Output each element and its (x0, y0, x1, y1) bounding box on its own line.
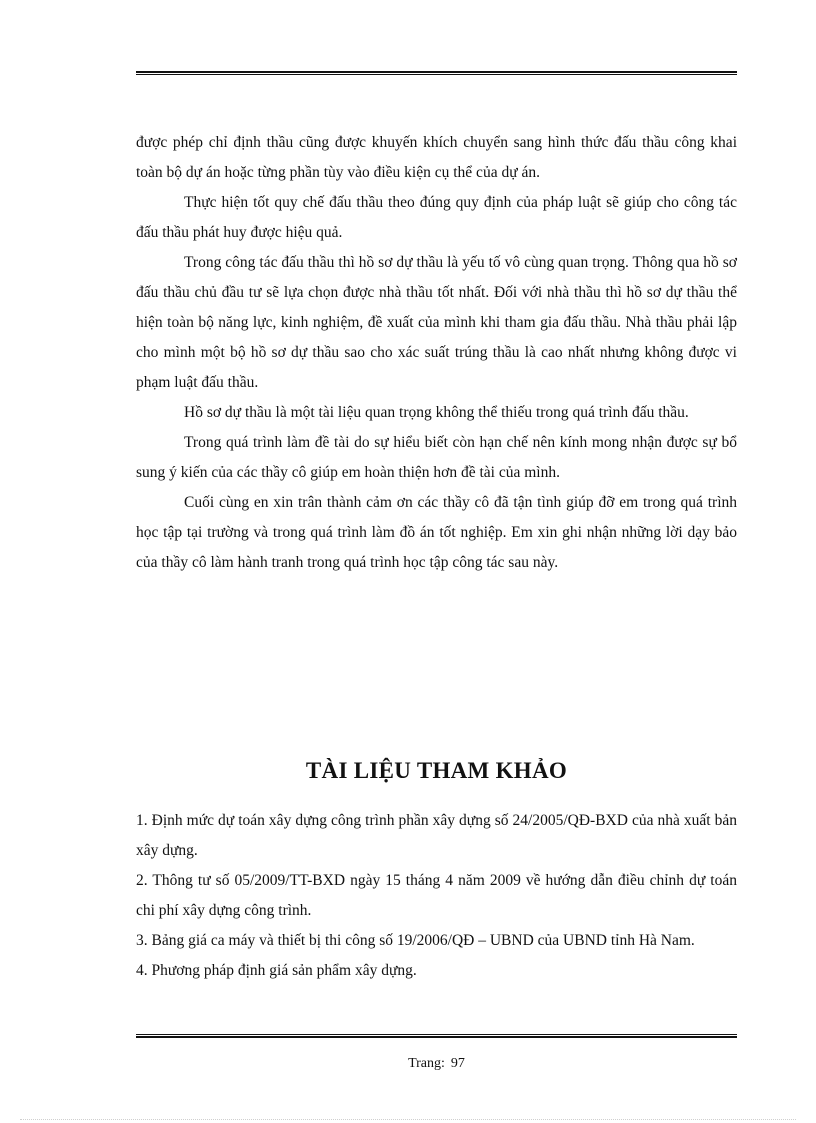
references-heading: TÀI LIỆU THAM KHẢO (305, 758, 568, 783)
paragraph: được phép chỉ định thầu cũng được khuyến khích chuyển sang hình thức đấu thầu công khai toàn bộ dự án hoặc từng phần tùy vào điều kiện cụ thể của dự án. (136, 134, 737, 181)
paragraph: Cuối cùng en xin trân thành cảm ơn các thầy cô đã tận tình giúp đỡ em trong quá trình học tập tại trường và trong quá trình làm đồ án tốt nghiệp. Em xin ghi nhận những lời dạy bảo của thầy cô làm hành tranh trong quá trình học tập công tác sau này. (136, 494, 737, 571)
paragraph: Trong quá trình làm đề tài do sự hiểu biết còn hạn chế nên kính mong nhận được sự bổ sung ý kiến của các thầy cô giúp em hoàn thiện hơn đề tài của mình. (136, 434, 737, 481)
page-footer (136, 1056, 737, 1072)
reference-item: 1. Định mức dự toán xây dựng công trình phần xây dựng số 24/2005/QĐ-BXD của nhà xuất bản xây dựng. (136, 812, 737, 859)
body-text (136, 128, 737, 578)
page-label: Trang: (408, 1056, 445, 1071)
references-list (136, 806, 737, 986)
paragraph: Thực hiện tốt quy chế đấu thầu theo đúng quy định của pháp luật sẽ giúp cho công tác đấu thầu phát huy được hiệu quả. (136, 194, 737, 241)
header-rule (136, 71, 737, 75)
page-edge-divider (20, 1119, 796, 1120)
page-number: 97 (450, 1056, 465, 1071)
paragraph: Hồ sơ dự thầu là một tài liệu quan trọng không thể thiếu trong quá trình đấu thầu. (184, 404, 689, 421)
reference-item: 3. Bảng giá ca máy và thiết bị thi công số 19/2006/QĐ – UBND của UBND tỉnh Hà Nam. (136, 932, 695, 949)
paragraph: Trong công tác đấu thầu thì hồ sơ dự thầu là yếu tố vô cùng quan trọng. Thông qua hồ sơ đấu thầu chủ đầu tư sẽ lựa chọn được nhà thầu tốt nhất. Đối với nhà thầu thì hồ sơ dự thầu thể hiện toàn bộ năng lực, kinh nghiệm, đề xuất của mình khi tham gia đấu thầu. Nhà thầu phải lập cho mình một bộ hồ sơ dự thầu sao cho xác suất trúng thầu là cao nhất nhưng không được vi phạm luật đấu thầu. (136, 254, 737, 391)
reference-item: 4. Phương pháp định giá sản phẩm xây dựng. (136, 962, 417, 979)
reference-item: 2. Thông tư số 05/2009/TT-BXD ngày 15 tháng 4 năm 2009 về hướng dẫn điều chỉnh dự toán chi phí xây dựng công trình. (136, 872, 737, 919)
footer-rule (136, 1034, 737, 1038)
